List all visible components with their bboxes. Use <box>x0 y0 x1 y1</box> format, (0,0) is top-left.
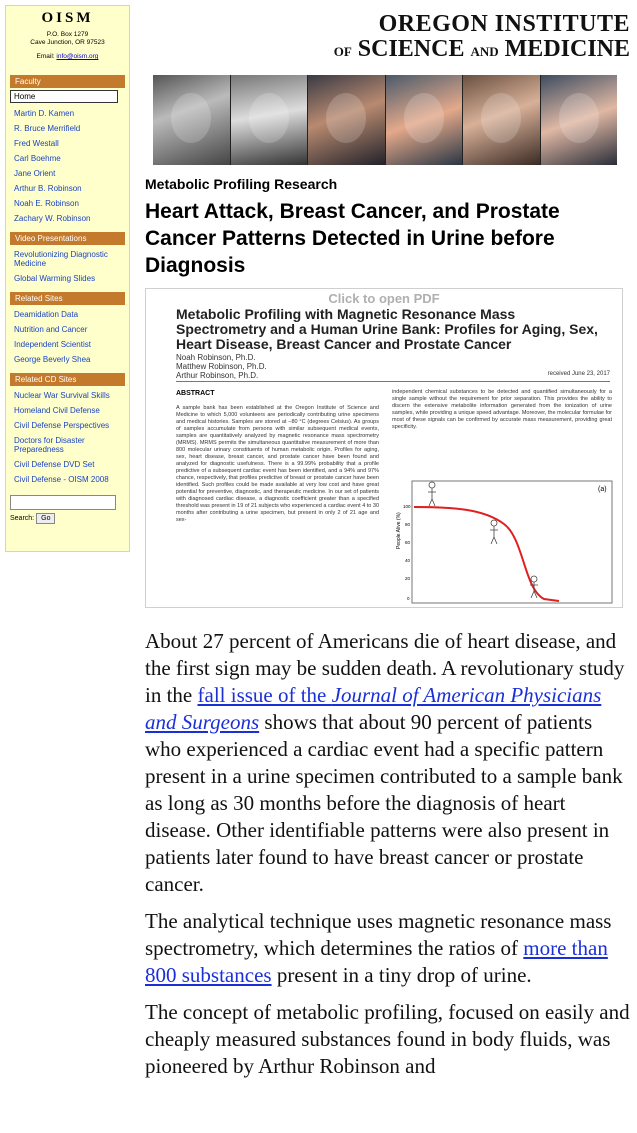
sidebar <box>5 5 130 552</box>
email-label: Email: <box>36 53 55 60</box>
ytick-40: 40 <box>405 558 411 563</box>
figure-person-2 <box>490 520 498 544</box>
faculty-photo-4 <box>386 75 464 165</box>
journal-link-text: fall issue of the <box>197 683 332 707</box>
sidebar-section-related-sites <box>6 292 129 367</box>
sidebar-item-independent-scientist[interactable]: Independent Scientist <box>14 340 91 349</box>
header-and: AND <box>470 44 499 59</box>
survival-curve <box>414 507 559 601</box>
sidebar-item-noah-robinson[interactable]: Noah E. Robinson <box>14 199 79 208</box>
pdf-survival-chart <box>394 479 616 608</box>
faculty-photo-2 <box>231 75 309 165</box>
sidebar-item-oism-2008[interactable]: Civil Defense - OISM 2008 <box>14 475 109 484</box>
sidebar-section-faculty <box>6 75 129 226</box>
sidebar-item-orient[interactable]: Jane Orient <box>14 169 56 178</box>
search-input[interactable] <box>10 495 116 510</box>
article-body <box>145 628 630 1090</box>
pdf-abstract-heading: ABSTRACT <box>176 390 215 397</box>
chart-panel-label: (a) <box>598 486 607 493</box>
sidebar-heading-cd-sites: Related CD Sites <box>10 373 125 386</box>
faculty-photo-strip <box>153 75 617 165</box>
article-paragraph-2 <box>145 908 630 989</box>
ytick-100: 100 <box>403 504 411 509</box>
go-button[interactable]: Go <box>36 513 55 524</box>
substances-link[interactable]: more than 800 substances <box>145 936 608 987</box>
sidebar-item-defense-perspectives[interactable]: Civil Defense Perspectives <box>14 421 110 430</box>
faculty-photo-6 <box>541 75 618 165</box>
pdf-author-1: Noah Robinson, Ph.D. <box>176 353 256 362</box>
article-paragraph-1 <box>145 628 630 898</box>
sidebar-item-arthur-robinson[interactable]: Arthur B. Robinson <box>14 184 82 193</box>
sidebar-item-doctors-disaster[interactable]: Doctors for Disaster Preparedness <box>14 436 85 454</box>
address-line-1: P.O. Box 1279 <box>46 31 89 38</box>
ytick-80: 80 <box>405 522 411 527</box>
sidebar-item-home[interactable]: Home <box>10 90 118 103</box>
email-link[interactable]: info@oism.org <box>56 53 99 60</box>
sidebar-item-nutrition-cancer[interactable]: Nutrition and Cancer <box>14 325 88 334</box>
pdf-title: Metabolic Profiling with Magnetic Resonance Mass Spectrometry and a Human Urine Bank: Profiles for Aging, Sex, Heart Disease, Breast Cancer and Prostate Cancer <box>176 306 598 352</box>
faculty-photo-3 <box>308 75 386 165</box>
sidebar-item-boehme[interactable]: Carl Boehme <box>14 154 61 163</box>
sidebar-item-merrifield[interactable]: R. Bruce Merrifield <box>14 124 81 133</box>
pdf-preview-link[interactable] <box>145 288 623 608</box>
pdf-abstract-left: A sample bank has been established at the Oregon Institute of Science and Medicine to which 5,000 volunteers are periodically contributing urine specimens and medical histories. Samples are stored at −80 °C (degrees Celsius). As groups of samples accumulate from persons with similar subsequent medical events, samples are quantitatively analyzed by magnetic resonance mass spectrometry (MRMS). MRMS permits the simultaneous quantitative measurement of more than 800 molecular urinary constituents of human metabolic origin. Profiles for aging, sex, heart disease, breast cancer, and prostate cancer have been found and analyzed for diagnostic usefulness. There is a 99.99% probability that a profile predictive of a subsequent cardiac event has been identified, and a 94% and 97% chance, respectively, that profiles predictive of breast or prostate cancer have been identified. Such profiles could be made available at very low cost and have great potential for preventive, diagnostic, and therapeutic medicine. In our set of patients with diagnosed cardiac disease, a diagnostic coefficient greater than a specified threshold was present in 19 of 21 subjects who experienced a cardiac event 4 to 30 months after contributing a urine specimen, but present in only 2 of 21 age and sex- <box>176 405 379 523</box>
pdf-divider <box>176 381 610 382</box>
chart-yticks <box>403 504 411 601</box>
sidebar-item-deamidation[interactable]: Deamidation Data <box>14 310 79 319</box>
journal-link-title: Journal of American Physicians and Surgeons <box>145 683 602 734</box>
sidebar-item-westall[interactable]: Fred Westall <box>14 139 59 148</box>
sidebar-item-global-warming[interactable]: Global Warming Slides <box>14 274 96 283</box>
article-paragraph-3: The concept of metabolic profiling, focused on easily and cheaply measured substances found in body fluids, was pioneered by Arthur Robinson and <box>145 1000 630 1078</box>
page-title: Heart Attack, Breast Cancer, and Prostate Cancer Patterns Detected in Urine before Diagnosis <box>145 200 560 277</box>
sidebar-section-videos <box>6 232 129 286</box>
sidebar-item-kamen[interactable]: Martin D. Kamen <box>14 109 75 118</box>
sidebar-item-homeland-defense[interactable]: Homeland Civil Defense <box>14 406 100 415</box>
sidebar-section-cd-sites <box>6 373 129 487</box>
pdf-authors <box>176 353 267 380</box>
search-box <box>10 495 125 524</box>
org-address <box>6 31 129 47</box>
pdf-author-2: Matthew Robinson, Ph.D. <box>176 362 267 371</box>
faculty-photo-1 <box>153 75 231 165</box>
header-line-2 <box>145 36 630 65</box>
header-line-1: OREGON INSTITUTE <box>378 11 630 37</box>
sidebar-item-diagnostic-medicine[interactable]: Revolutionizing Diagnostic Medicine <box>14 250 108 268</box>
figure-person-3 <box>530 576 538 598</box>
p1-text-b: shows that about 90 percent of patients who experienced a cardiac event had a specific pattern present in a urine specimen contributed to a sample bank as long as 30 months before the diagnosis of heart disease. Other identifiable patterns were also present in patients later found to have breast cancer or prostate cancer. <box>145 710 623 896</box>
p1-text-a: About 27 percent of Americans die of heart disease, and the first sign may be sudden death. A revolutionary study in the <box>145 629 625 707</box>
sidebar-item-nuclear-war[interactable]: Nuclear War Survival Skills <box>14 391 110 400</box>
pdf-author-3: Arthur Robinson, Ph.D. <box>176 371 259 380</box>
sidebar-item-dvd-set[interactable]: Civil Defense DVD Set <box>14 460 95 469</box>
header-science: SCIENCE <box>357 36 465 62</box>
figure-person-1 <box>428 482 436 506</box>
site-header <box>145 10 630 65</box>
p2-text-a: The analytical technique uses magnetic resonance mass spectrometry, which determines the ratios of <box>145 909 612 960</box>
address-line-2: Cave Junction, OR 97523 <box>30 39 105 46</box>
pdf-received: received June 23, 2017 <box>547 371 610 377</box>
chart-frame <box>412 481 612 603</box>
org-email <box>6 53 129 60</box>
sidebar-heading-faculty: Faculty <box>10 75 125 88</box>
section-kicker: Metabolic Profiling Research <box>145 176 338 192</box>
header-of: OF <box>333 44 352 59</box>
pdf-abstract-right: independent chemical substances to be detected and quantified simultaneously for a single sample without the requirement for prior separation. This provides the ability to discern the extensive metabolite information generated from the ionization of urine samples, while providing a unique speed advantage. Moreover, the molecular formulae for most of these signals can be confirmed by accurate mass measurement, providing great specificity. <box>392 389 612 430</box>
sidebar-item-beverly-shea[interactable]: George Beverly Shea <box>14 355 91 364</box>
ytick-0: 0 <box>407 596 410 601</box>
faculty-photo-5 <box>463 75 541 165</box>
chart-ylabel: People Alive (%) <box>396 512 402 549</box>
ytick-20: 20 <box>405 576 411 581</box>
p2-text-b: present in a tiny drop of urine. <box>271 963 532 987</box>
sidebar-heading-videos: Video Presentations <box>10 232 125 245</box>
org-name: OISM <box>41 10 94 26</box>
header-medicine: MEDICINE <box>504 36 630 62</box>
sidebar-heading-related-sites: Related Sites <box>10 292 125 305</box>
pdf-open-label: Click to open PDF <box>328 291 440 306</box>
search-label: Search: <box>10 515 35 522</box>
sidebar-item-zachary-robinson[interactable]: Zachary W. Robinson <box>14 214 91 223</box>
ytick-60: 60 <box>405 540 411 545</box>
